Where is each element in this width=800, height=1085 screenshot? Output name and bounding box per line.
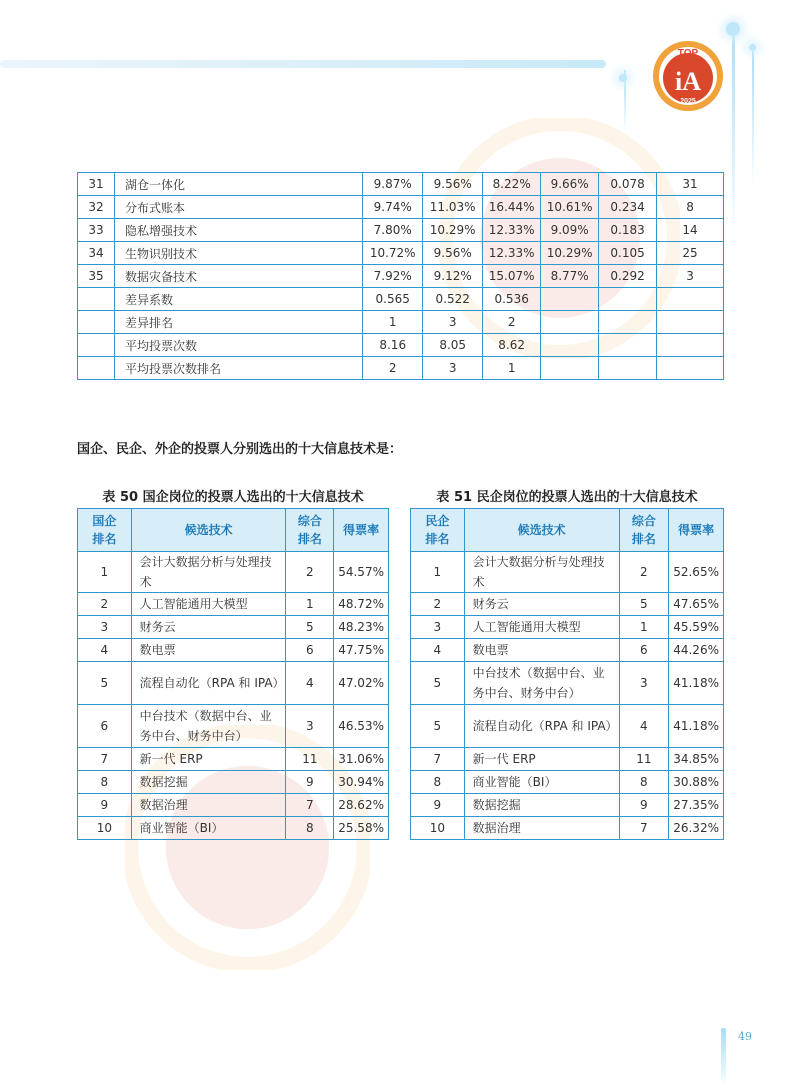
cell-c1: 2 [363,357,423,380]
cell-overall: 2 [286,552,334,593]
cell-rank: 3 [657,265,724,288]
cell-name: 会计大数据分析与处理技术 [464,552,619,593]
cell-no: 33 [78,219,115,242]
cell-rank: 10 [411,817,465,840]
cell-name: 商业智能（BI） [464,771,619,794]
cell-no: 32 [78,196,115,219]
cell-no: 31 [78,173,115,196]
cell-c2: 9.12% [423,265,483,288]
table-row [411,662,724,705]
table-row [411,705,724,748]
cell-c2: 11.03% [423,196,483,219]
cell-name: 分布式账本 [114,196,362,219]
table-51 [410,508,724,840]
cell-name: 数电票 [464,639,619,662]
top-ia-logo [652,40,724,112]
table-row [411,616,724,639]
cell-name: 数据灾备技术 [114,265,362,288]
table-row [78,616,389,639]
table-row [78,662,389,705]
table-row [411,552,724,593]
cell-name: 数电票 [131,639,286,662]
cell-rate: 28.62% [334,794,389,817]
table-row [78,357,724,380]
glow-dot [749,44,756,51]
glow-dot [726,22,740,36]
cell-c2: 3 [423,311,483,334]
cell-no [78,311,115,334]
cell-rank [657,357,724,380]
table-row [78,748,389,771]
cell-c1: 7.92% [363,265,423,288]
decorative-line [752,44,754,184]
page-number: 49 [738,1030,752,1043]
cell-c2: 9.56% [423,173,483,196]
header-bar [0,60,606,68]
cell-name: 人工智能通用大模型 [464,616,619,639]
table-row [78,242,724,265]
table-row [78,219,724,242]
logo-year: 2025 [680,98,696,105]
cell-overall: 3 [286,705,334,748]
cell-c2: 8.05 [423,334,483,357]
cell-diff: 0.292 [599,265,657,288]
cell-rate: 45.59% [669,616,724,639]
cell-c4: 9.66% [541,173,599,196]
cell-name: 数据挖掘 [131,771,286,794]
column-header: 得票率 [334,509,389,552]
cell-name: 财务云 [131,616,286,639]
cell-rank: 7 [78,748,132,771]
cell-rate: 54.57% [334,552,389,593]
cell-rank: 9 [78,794,132,817]
cell-c2: 9.56% [423,242,483,265]
cell-overall: 11 [619,748,669,771]
table-row [411,748,724,771]
cell-rate: 47.75% [334,639,389,662]
cell-overall: 6 [619,639,669,662]
glow-dot [619,74,627,82]
cell-name: 流程自动化（RPA 和 IPA） [464,705,619,748]
decorative-line [732,22,735,232]
cell-diff [599,288,657,311]
cell-c4: 10.29% [541,242,599,265]
cell-rate: 30.94% [334,771,389,794]
cell-c3: 8.62 [483,334,541,357]
cell-c3: 12.33% [483,242,541,265]
column-header: 综合 排名 [619,509,669,552]
cell-rank: 8 [78,771,132,794]
cell-no: 35 [78,265,115,288]
cell-no [78,357,115,380]
cell-c4 [541,311,599,334]
cell-no [78,288,115,311]
cell-name: 差异系数 [114,288,362,311]
cell-overall: 5 [286,616,334,639]
cell-rate: 31.06% [334,748,389,771]
cell-name: 新一代 ERP [131,748,286,771]
cell-c1: 10.72% [363,242,423,265]
cell-rate: 25.58% [334,817,389,840]
table-row [411,771,724,794]
table-row [78,173,724,196]
cell-c2: 3 [423,357,483,380]
table-row [78,639,389,662]
cell-rate: 48.23% [334,616,389,639]
cell-overall: 8 [286,817,334,840]
table-row [78,771,389,794]
cell-rate: 52.65% [669,552,724,593]
cell-diff: 0.105 [599,242,657,265]
logo-top-text: TOP [677,48,699,59]
column-header: 候选技术 [464,509,619,552]
cell-rank: 1 [78,552,132,593]
cell-overall: 1 [619,616,669,639]
cell-name: 财务云 [464,593,619,616]
table-row [78,593,389,616]
column-header: 候选技术 [131,509,286,552]
cell-overall: 9 [286,771,334,794]
cell-name: 人工智能通用大模型 [131,593,286,616]
cell-c3: 1 [483,357,541,380]
cell-c4 [541,357,599,380]
cell-c3: 16.44% [483,196,541,219]
cell-overall: 2 [619,552,669,593]
cell-rank: 2 [78,593,132,616]
cell-rate: 48.72% [334,593,389,616]
cell-name: 数据挖掘 [464,794,619,817]
cell-name: 流程自动化（RPA 和 IPA） [131,662,286,705]
cell-rate: 34.85% [669,748,724,771]
cell-c1: 0.565 [363,288,423,311]
cell-name: 中台技术（数据中台、业务中台、财务中台） [131,705,286,748]
cell-rank: 9 [411,794,465,817]
table-row [78,288,724,311]
table-row [78,705,389,748]
table-51-caption: 表 51 民企岗位的投票人选出的十大信息技术 [436,490,698,505]
cell-overall: 11 [286,748,334,771]
cell-c2: 10.29% [423,219,483,242]
cell-rank: 8 [411,771,465,794]
table-row [78,334,724,357]
decorative-line [721,1028,726,1085]
cell-diff: 0.183 [599,219,657,242]
table-row [78,311,724,334]
cell-c4 [541,334,599,357]
cell-rate: 47.02% [334,662,389,705]
cell-rate: 30.88% [669,771,724,794]
cell-name: 隐私增强技术 [114,219,362,242]
cell-rank: 4 [78,639,132,662]
table-row [78,196,724,219]
cell-rate: 27.35% [669,794,724,817]
cell-overall: 4 [619,705,669,748]
table-row [411,817,724,840]
cell-name: 商业智能（BI） [131,817,286,840]
logo-letters: iA [675,67,701,96]
cell-c3: 2 [483,311,541,334]
cell-diff: 0.078 [599,173,657,196]
table-row [411,794,724,817]
cell-c4: 9.09% [541,219,599,242]
cell-rank: 14 [657,219,724,242]
section-heading: 国企、民企、外企的投票人分别选出的十大信息技术是： [77,442,403,457]
cell-rate: 46.53% [334,705,389,748]
cell-rate: 41.18% [669,705,724,748]
cell-overall: 4 [286,662,334,705]
cell-diff [599,311,657,334]
cell-rank [657,334,724,357]
cell-rank [657,311,724,334]
cell-c2: 0.522 [423,288,483,311]
cell-name: 数据治理 [464,817,619,840]
cell-rate: 44.26% [669,639,724,662]
cell-c1: 1 [363,311,423,334]
table-row [411,593,724,616]
column-header: 国企 排名 [78,509,132,552]
cell-overall: 1 [286,593,334,616]
table-50-caption: 表 50 国企岗位的投票人选出的十大信息技术 [102,490,364,505]
cell-rank: 5 [78,662,132,705]
cell-name: 中台技术（数据中台、业务中台、财务中台） [464,662,619,705]
cell-diff: 0.234 [599,196,657,219]
cell-c3: 15.07% [483,265,541,288]
cell-overall: 6 [286,639,334,662]
cell-name: 差异排名 [114,311,362,334]
cell-rank: 4 [411,639,465,662]
cell-overall: 8 [619,771,669,794]
cell-rank [657,288,724,311]
cell-rank: 31 [657,173,724,196]
cell-rank: 5 [411,662,465,705]
cell-rate: 41.18% [669,662,724,705]
column-header: 得票率 [669,509,724,552]
cell-rate: 26.32% [669,817,724,840]
table-row [78,265,724,288]
cell-c3: 8.22% [483,173,541,196]
table-row [411,639,724,662]
cell-c1: 9.74% [363,196,423,219]
cell-rank: 5 [411,705,465,748]
table-row [78,794,389,817]
cell-overall: 9 [619,794,669,817]
cell-diff [599,357,657,380]
cell-overall: 7 [619,817,669,840]
column-header: 综合 排名 [286,509,334,552]
cell-rank: 8 [657,196,724,219]
cell-overall: 5 [619,593,669,616]
cell-c4 [541,288,599,311]
cell-rate: 47.65% [669,593,724,616]
table-row [78,817,389,840]
cell-rank: 10 [78,817,132,840]
cell-rank: 6 [78,705,132,748]
cell-rank: 25 [657,242,724,265]
cell-rank: 3 [78,616,132,639]
cell-name: 会计大数据分析与处理技术 [131,552,286,593]
cell-name: 新一代 ERP [464,748,619,771]
cell-name: 数据治理 [131,794,286,817]
cell-rank: 7 [411,748,465,771]
cell-c1: 7.80% [363,219,423,242]
cell-name: 平均投票次数 [114,334,362,357]
cell-overall: 3 [619,662,669,705]
cell-name: 生物识别技术 [114,242,362,265]
cell-rank: 3 [411,616,465,639]
cell-c4: 8.77% [541,265,599,288]
cell-overall: 7 [286,794,334,817]
table-row [78,552,389,593]
table-50 [77,508,389,840]
cell-no: 34 [78,242,115,265]
column-header: 民企 排名 [411,509,465,552]
cell-name: 平均投票次数排名 [114,357,362,380]
technology-vote-table [77,172,724,380]
cell-c4: 10.61% [541,196,599,219]
cell-c1: 9.87% [363,173,423,196]
cell-no [78,334,115,357]
cell-c3: 0.536 [483,288,541,311]
cell-rank: 1 [411,552,465,593]
cell-rank: 2 [411,593,465,616]
cell-diff [599,334,657,357]
cell-c3: 12.33% [483,219,541,242]
cell-name: 湖仓一体化 [114,173,362,196]
cell-c1: 8.16 [363,334,423,357]
